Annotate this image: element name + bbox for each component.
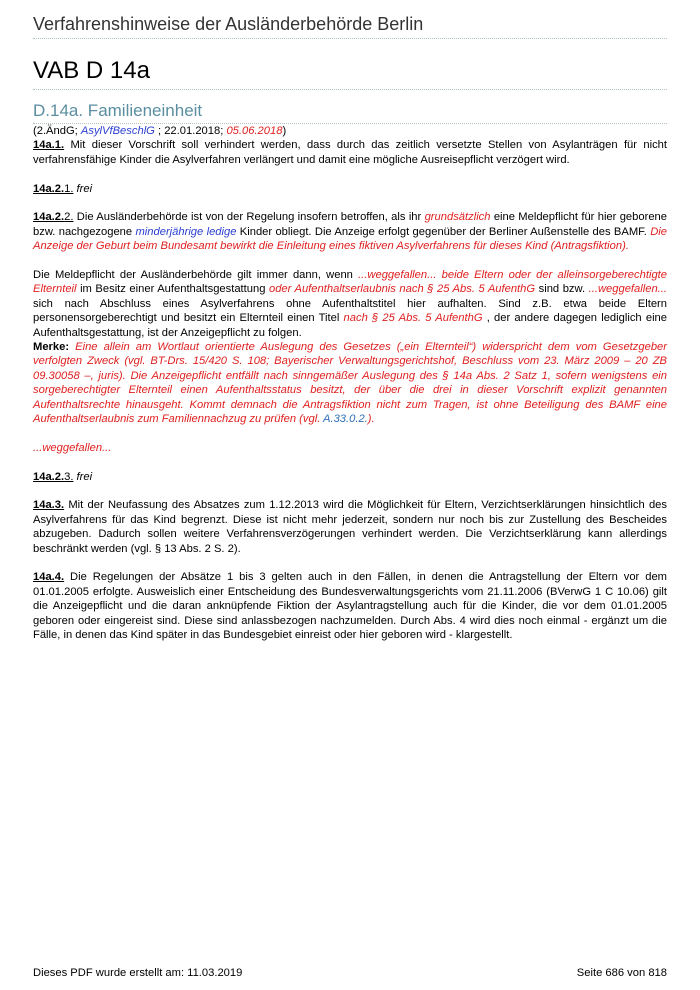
paragraph-14a-2-1: 14a.2.1. frei	[33, 182, 93, 195]
law-link[interactable]: AsylVfBeschlG	[80, 125, 155, 137]
paragraph-14a-2-3: 14a.2.3. frei	[33, 470, 93, 483]
paragraph-number: 14a.2.	[33, 470, 65, 483]
removed-text-note: ...weggefallen...	[33, 441, 112, 454]
document-page	[33, 0, 667, 657]
paragraph-number: 14a.3.	[33, 499, 65, 512]
paragraph-number: 14a.1.	[33, 139, 65, 152]
merke-label: Merke:	[33, 341, 70, 354]
paragraph-14a-2-2: 14a.2.2. Die Ausländerbehörde ist von der Regelung insofern betroffen, als ihr grundsätzlich eine Meldepflicht für hier geborene bzw. nachgezogene minderjährige ledige Kinder obliegt. Die Anzeige erfolgt gegenüber der Berliner Außenstelle des BAMF. Die Anzeige der Geburt beim Bundesamt bewirkt die Einleitung eines fiktiven Asylverfahrens für dieses Kind (Antragsfiktion).	[33, 211, 668, 253]
paragraph-14a-4: 14a.4. Die Regelungen der Absätze 1 bis 3 gelten auch in den Fällen, in denen die Antragstellung der Eltern vor dem 01.01.2005 erfolgte. Ausweislich einer Entscheidung des Bundesverwaltungsgerichts vom 21.11.2006 (BVerwG 1 C 10.06) gilt die Anzeigepflicht und die daran anknüpfende Fiktion der Asylantragstellung auch für die Kinder, die vor dem 01.01.2005 geboren oder eingereist sind. Diese sind anlassbezogen nachzumelden. Durch Abs. 4 wird dies noch einmal - ergänzt um die Fälle, in denen das Kind später in das Bundesgebiet einreist oder hier geboren wird - klargestellt.	[33, 571, 667, 642]
merke-note: Merke: Eine allein am Wortlaut orientierte Auslegung des Gesetzes („ein Elternteil“) widerspricht dem vom Gesetzgeber verfolgten Zweck (vgl. BT-Drs. 15/420 S. 108; Bayerischer Verwaltungsgerichtshof, Beschluss vom 23. März 2009 – 20 ZB 09.30058 –, juris). Die Anzeigepflicht entfällt nach sinngemäßer Auslegung des § 14a Abs. 2 Satz 1, sofern wenigstens ein sorgeberechtigter Elternteil einen Aufenthaltsstatus besitzt, der über die drei in dieser Vorschrift explizit genannten Aufenthaltsrechte hinausgeht. Kommt demnach die Antragsfiktion nicht zum Tragen, ist ohne Beteiligung des BAMF eine Aufenthaltserlaubnis zum Familiennachzug zu prüfen (vgl. A.33.0.2.).	[33, 341, 667, 426]
change-history: (2.ÄndG; AsylVfBeschlG ; 22.01.2018; 05.06.2018)	[33, 125, 287, 137]
page-title: VAB D 14a	[33, 57, 667, 90]
reference-link[interactable]: A.33.0.2.	[323, 413, 368, 426]
section-title: D.14a. Familieneinheit	[33, 101, 667, 124]
paragraph-14a-1: 14a.1. Mit dieser Vorschrift soll verhindert werden, dass durch das zeitlich versetzte Stellen von Asylanträgen für nicht verfahrensfähige Kinder die Asylverfahren verlängert und damit eine mögliche Ausreisepflicht verzögert wird.	[33, 139, 667, 166]
page-footer	[33, 966, 667, 980]
paragraph-number: 14a.2.	[33, 182, 65, 195]
document-body	[33, 124, 667, 643]
change-date: 05.06.2018	[226, 125, 283, 137]
page-number: Seite 686 von 818	[576, 967, 667, 979]
creation-date: Dieses PDF wurde erstellt am: 11.03.2019	[33, 967, 243, 979]
paragraph-number: 14a.2.	[33, 211, 65, 224]
paragraph-number: 14a.4.	[33, 571, 65, 584]
paragraph-14a-3: 14a.3. Mit der Neufassung des Absatzes zum 1.12.2013 wird die Möglichkeit für Eltern, Verzichtserklärungen hinsichtlich des Asylverfahrens für das Kind begrenzt. Diese ist nicht mehr jederzeit, sondern nur noch bis zur Zustellung des Bescheides abzugeben. Dadurch sollen weitere Verfahrensverzögerungen verhindert werden. Die Verzichtserklärung kann allerdings beschränkt werden (vgl. § 13 Abs. 2 S. 2).	[33, 499, 667, 555]
document-header: Verfahrenshinweise der Ausländerbehörde Berlin	[33, 13, 667, 39]
paragraph-meldepflicht: Die Meldepflicht der Ausländerbehörde gilt immer dann, wenn ...weggefallen... beide Eltern oder der alleinsorgeberechtigte Elternteil im Besitz einer Aufenthaltsgestattung oder Aufenthaltserlaubnis nach § 25 Abs. 5 AufenthG sind bzw. ...weggefallen... sich nach Abschluss eines Asylverfahrens ohne Aufenthaltstitel hier aufhalten. Sind z.B. etwa beide Eltern personensorgeberechtigt und besitzt ein Elternteil einen Titel nach § 25 Abs. 5 AufenthG , der andere dagegen lediglich eine Aufenthaltsgestattung, ist der Anzeigepflicht zu folgen.	[33, 269, 668, 339]
